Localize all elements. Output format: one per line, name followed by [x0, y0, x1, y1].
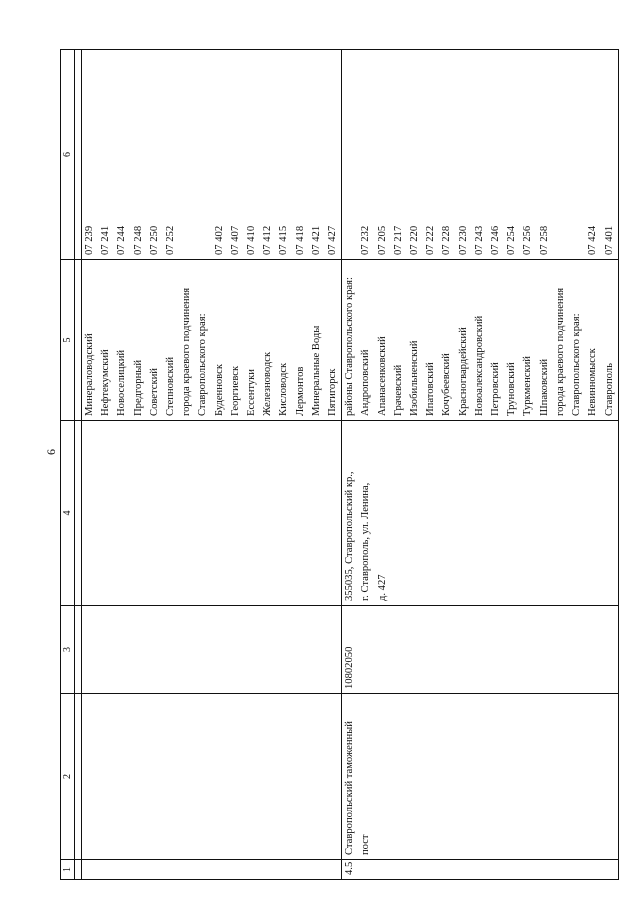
territory-list-line: Степновский	[165, 356, 177, 416]
okato-codes-line: 07 402	[213, 225, 225, 255]
table-row	[342, 50, 618, 880]
territory-list-line: Лермонтов	[294, 366, 306, 416]
okato-codes-line: 07 217	[392, 225, 404, 255]
rotated-table-sheet	[60, 50, 615, 880]
okato-codes-line: 07 250	[148, 225, 160, 255]
header-cell-5: 5	[61, 260, 75, 421]
header-cell-3: 3	[61, 606, 75, 694]
territory-list-line: Ипатовский	[425, 362, 437, 416]
post-address-line: 355035, Ставропольский кр.,	[344, 471, 356, 601]
okato-codes-line: 07 220	[409, 225, 421, 255]
spacer-cell	[75, 606, 82, 694]
post-code-cell	[82, 606, 342, 694]
okato-codes-line: 07 246	[490, 225, 502, 255]
territory-list-line: Ставропольского края:	[197, 313, 209, 416]
territory-list-line: Ставрополь	[603, 363, 615, 416]
territory-list-line: Шпаковский	[538, 358, 550, 416]
header-cell-2: 2	[61, 694, 75, 860]
territory-list-line: Советский	[148, 368, 160, 416]
okato-codes-line: 07 205	[376, 225, 388, 255]
okato-codes-line	[553, 54, 569, 255]
post-address-cell	[82, 421, 342, 606]
post-address-cell	[342, 421, 618, 606]
territory-list-line: Туркменский	[522, 356, 534, 416]
okato-codes-line: 07 254	[506, 225, 518, 255]
territory-list-line: Андроповский	[360, 349, 372, 416]
territory-list-line: Красногвардейский	[457, 327, 469, 416]
territory-list-line: Невинномысск	[587, 348, 599, 416]
spacer-cell	[75, 421, 82, 606]
territory-list-cell	[342, 260, 618, 421]
post-address-line: д. 427	[376, 574, 388, 601]
okato-codes-line: 07 418	[294, 225, 306, 255]
okato-codes-line: 07 412	[262, 225, 274, 255]
territory-list-line: Новоселицкий	[116, 349, 128, 416]
okato-codes-line: 07 424	[587, 225, 599, 255]
territory-list-line: Буденновск	[213, 364, 225, 416]
post-name-line: Ставропольский таможенный	[344, 721, 356, 855]
spacer-cell	[75, 694, 82, 860]
page-number: 6	[44, 449, 58, 455]
territory-list-line: Железноводск	[262, 351, 274, 416]
okato-codes-line: 07 241	[100, 225, 112, 255]
post-name-line: пост	[360, 834, 372, 855]
okato-codes-line	[342, 54, 358, 255]
post-name-cell	[82, 694, 342, 860]
territory-list-line: Изобильненский	[409, 340, 421, 416]
territory-list-line: Минераловодский	[84, 333, 95, 416]
post-address-line: г. Ставрополь, ул. Ленина,	[360, 482, 372, 601]
header-row	[61, 50, 75, 880]
territory-list-line: города краевого подчинения	[181, 287, 193, 416]
okato-codes-line: 07 243	[473, 225, 485, 255]
okato-codes-line: 07 228	[441, 225, 453, 255]
territory-list-cell	[82, 260, 342, 421]
territory-list-line: Труновский	[506, 362, 518, 416]
territory-list-line: города краевого подчинения	[554, 287, 566, 416]
territory-list-line: Нефтекумский	[100, 349, 112, 416]
territory-list-line: Ессентуки	[246, 369, 258, 416]
territory-list-line: Георгиевск	[229, 365, 241, 416]
territory-list-line: Апанасенковский	[376, 336, 388, 416]
okato-codes-line	[179, 54, 195, 255]
okato-codes-line: 07 401	[603, 225, 615, 255]
okato-codes-line: 07 252	[165, 225, 177, 255]
territory-list-line: Петровский	[490, 362, 502, 416]
okato-codes-line: 07 248	[132, 225, 144, 255]
spacer-cell	[75, 260, 82, 421]
okato-codes-line: 07 222	[425, 225, 437, 255]
post-name-cell	[342, 694, 618, 860]
post-code-cell: 10802050	[342, 606, 618, 694]
okato-codes-line: 07 230	[457, 225, 469, 255]
territory-list-line: Минеральные Воды	[310, 325, 322, 416]
okato-codes-cell	[82, 50, 342, 260]
header-cell-4: 4	[61, 421, 75, 606]
territory-list-line: Новоалександровский	[473, 315, 485, 416]
territory-list-line: Кисловодск	[278, 362, 290, 416]
spacer-cell	[75, 50, 82, 260]
okato-codes-line: 07 244	[116, 225, 128, 255]
territory-list-line: Грачевский	[392, 364, 404, 416]
territory-list-line: районы Ставропольского края:	[344, 277, 356, 416]
okato-codes-line: 07 410	[246, 225, 258, 255]
row-number-cell	[82, 860, 342, 880]
header-cell-1: 1	[61, 860, 75, 880]
okato-codes-cell	[342, 50, 618, 260]
okato-codes-line: 07 407	[229, 225, 241, 255]
okato-codes-line: 07 258	[538, 225, 550, 255]
spacer-row	[75, 50, 82, 880]
okato-codes-line: 07 427	[327, 225, 339, 255]
okato-codes-line: 07 232	[360, 225, 372, 255]
customs-posts-table	[60, 49, 619, 880]
territory-list-line: Предгорный	[132, 359, 144, 416]
table-row	[82, 50, 342, 880]
row-number-cell: 4.5	[342, 860, 618, 880]
okato-codes-line: 07 256	[522, 225, 534, 255]
territory-list-line: Ставропольского края:	[571, 313, 583, 416]
okato-codes-line	[569, 54, 585, 255]
header-cell-6: 6	[61, 50, 75, 260]
territory-list-line: Кочубеевский	[441, 353, 453, 416]
territory-list-line: Пятигорск	[327, 368, 339, 416]
okato-codes-line: 07 415	[278, 225, 290, 255]
okato-codes-line	[195, 54, 211, 255]
spacer-cell	[75, 860, 82, 880]
okato-codes-line: 07 239	[84, 225, 95, 255]
okato-codes-line: 07 421	[310, 225, 322, 255]
